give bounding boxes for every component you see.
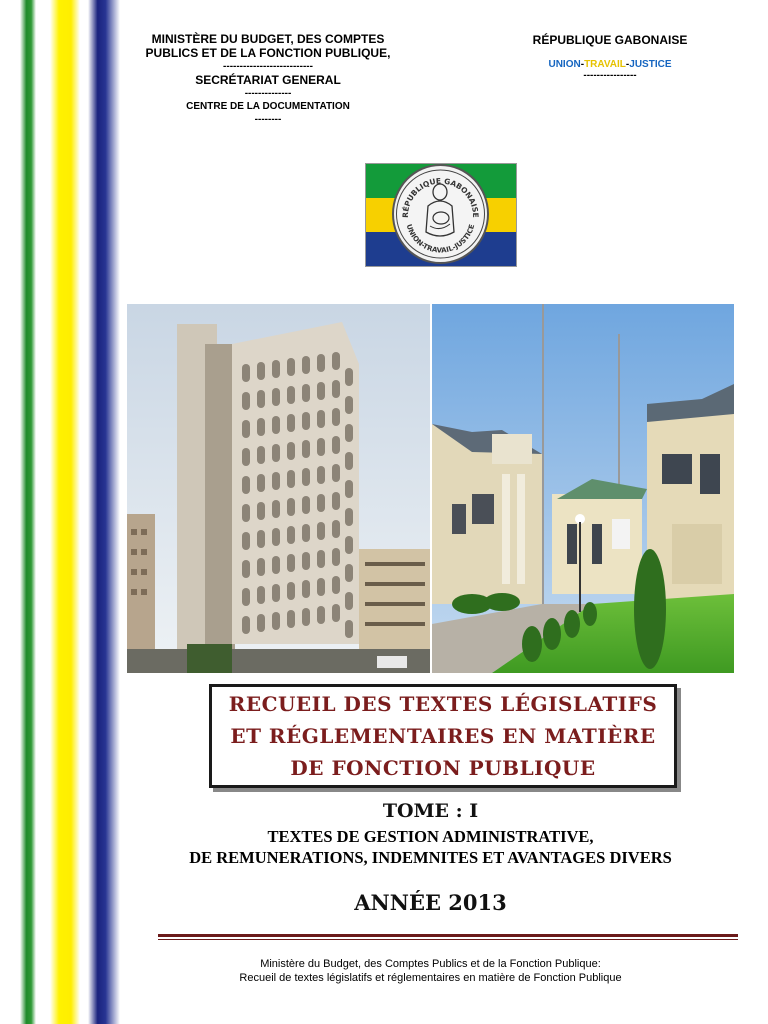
- republic-label: RÉPUBLIQUE GABONAISE: [532, 33, 688, 47]
- document-title-box: [209, 684, 677, 788]
- divider-dashes: --------: [254, 114, 282, 125]
- yellow-stripe: [50, 0, 80, 1024]
- republic-header: [520, 33, 700, 81]
- divider-dashes: --------------: [244, 88, 292, 99]
- footer-rule: [158, 934, 738, 937]
- ministry-line1: MINISTÈRE DU BUDGET, DES COMPTES: [151, 32, 385, 46]
- ministry-header: [128, 32, 408, 126]
- svg-text:RÉPUBLIQUE GABONAISE: RÉPUBLIQUE GABONAISE: [400, 176, 481, 218]
- ministry-line2: PUBLICS ET DE LA FONCTION PUBLIQUE,: [145, 46, 391, 60]
- volume-subtitle: [127, 826, 734, 868]
- divider-dashes: ----------------: [583, 70, 637, 81]
- secretariat-label: SECRÉTARIAT GENERAL: [195, 73, 341, 87]
- title-line-3: DE FONCTION PUBLIQUE: [290, 756, 596, 780]
- title-line-1: RECUEIL DES TEXTES LÉGISLATIFS: [228, 692, 658, 716]
- centre-label: CENTRE DE LA DOCUMENTATION: [186, 101, 350, 112]
- page-footer: [127, 957, 734, 985]
- subtitle-line-1: TEXTES DE GESTION ADMINISTRATIVE,: [267, 827, 594, 846]
- title-line-2: ET RÉGLEMENTAIRES EN MATIÈRE: [230, 724, 656, 748]
- year-label: ANNÉE 2013: [354, 890, 507, 915]
- divider-dashes: ---------------------------: [223, 61, 313, 72]
- svg-text:UNION-TRAVAIL-JUSTICE: UNION-TRAVAIL-JUSTICE: [404, 223, 477, 255]
- national-seal-icon: [392, 164, 489, 264]
- footer-line-2: Recueil de textes législatifs et réglementaires en matière de Fonction Publique: [239, 972, 622, 984]
- volume-label: TOME : I: [382, 800, 479, 822]
- footer-rule-thin: [158, 939, 738, 940]
- ministry-tower-photo: [127, 304, 430, 673]
- ministry-campus-photo: [432, 304, 734, 673]
- subtitle-line-2: DE REMUNERATIONS, INDEMNITES ET AVANTAGES DIVERS: [189, 848, 672, 867]
- gabon-flag: [365, 163, 517, 267]
- national-motto: UNION-TRAVAIL-JUSTICE: [548, 59, 672, 70]
- footer-line-1: Ministère du Budget, des Comptes Publics et de la Fonction Publique:: [260, 958, 601, 970]
- blue-stripe: [88, 0, 120, 1024]
- green-stripe: [20, 0, 36, 1024]
